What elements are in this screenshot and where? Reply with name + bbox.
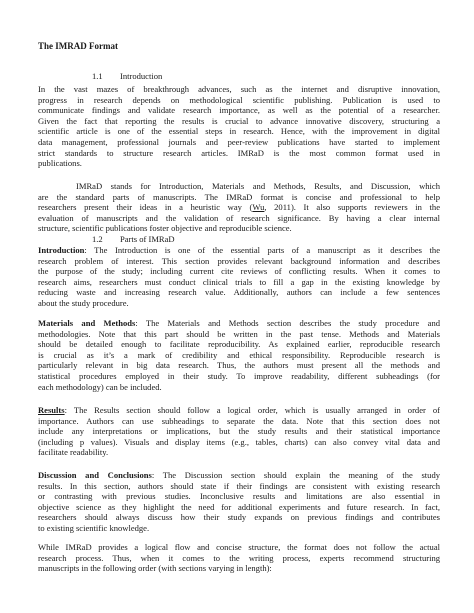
- text-line: [38, 470, 440, 481]
- term-discussion: Discussion and Conclusions: [38, 470, 152, 480]
- text-line: Given the fact that reporting the results is crucial to advance innovative discovery, structuring a: [38, 115, 440, 126]
- introduction-paragraph: [38, 245, 440, 309]
- term-materials-methods: Materials and Methods: [38, 318, 136, 328]
- text-line: While IMRaD provides a logical flow and concise structure, the format does not follow the actual: [38, 542, 440, 552]
- results-paragraph: [38, 405, 440, 458]
- text-segment: : The Introduction is one of the essential parts of a manuscript as it describes the: [84, 245, 440, 255]
- text-line: progress in research depends on methodological scientific publishing. Publication is used to: [38, 94, 440, 105]
- text-line: methodologies. Note that this part should be written in the past tense. Methods and Materials: [38, 328, 440, 339]
- section-heading-introduction: [92, 71, 162, 82]
- document-title: The IMRAD Format: [38, 41, 118, 51]
- imrad-definition-paragraph: [38, 181, 440, 234]
- text-line: strict standards to structure research articles. IMRaD is the most common format used in: [38, 147, 440, 158]
- section-number: 1.1: [92, 71, 103, 81]
- text-line: IMRaD stands for Introduction, Materials and Methods, Results, and Discussion, which: [76, 181, 440, 191]
- text-line: reducing waste and increasing research value. Additionally, authors can include a few sentences: [38, 287, 440, 298]
- text-line: research problem of interest. This section provides relevant background information and describes: [38, 255, 440, 266]
- text-segment: : The Results section should follow a logical order, which is usually arranged in order of: [64, 405, 440, 415]
- text-line: data management, professional journals and peer-review publications have started to implement: [38, 136, 440, 147]
- text-line: or contrasting with previous studies. Inconclusive results and limitations are also essential in: [38, 491, 440, 502]
- text-line: the purpose of the study; including current cite reviews of conflicting results. When it comes to: [38, 266, 440, 277]
- text-line: manuscripts in the following order (with sections varying in length):: [38, 563, 272, 574]
- text-line: particularly relevant in big data research. Thus, the authors must present all the methods and: [38, 360, 440, 371]
- text-line: importance. Authors can use subheadings to separate the data. Note that this section does not: [38, 415, 440, 426]
- text-line: are the standard parts of manuscripts. The IMRaD format is concise and professional to help: [38, 191, 440, 202]
- text-line: researchers should always discuss how their study expands on previous findings and contributes: [38, 512, 440, 523]
- text-segment: researchers present their ideas in a heuristic way (: [38, 202, 253, 213]
- text-line: facilitate readability.: [38, 447, 109, 458]
- text-line: [38, 318, 440, 329]
- term-results: Results: [38, 405, 65, 415]
- text-segment: : The Materials and Methods section describes the study procedure and: [135, 318, 440, 328]
- text-line: results. In this section, authors should state if their findings are consistent with existing research: [38, 480, 440, 491]
- text-line: each methodology) can be included.: [38, 381, 162, 392]
- text-line: include any interpretations or implications, but the study results and their statistical importance: [38, 426, 440, 437]
- text-line: research process. Thus, when it comes to the writing process, experts recommend structuring: [38, 552, 440, 563]
- text-line: (including p values). Visuals and display items (e.g., tables, charts) can also convey vital data and: [38, 436, 440, 447]
- text-line: research aims, researchers must conduct clinical trials to fill a gap in the existing knowledge by: [38, 276, 440, 287]
- materials-methods-paragraph: [38, 318, 440, 392]
- text-line: should be detailed enough to facilitate reproducibility. As explained earlier, reproducible research: [38, 339, 440, 350]
- text-line: publications.: [38, 158, 82, 169]
- section-label: Introduction: [120, 71, 163, 81]
- text-line: is crucial as it’s a mark of credibility and ethical responsibility. Reproducible research is: [38, 349, 440, 360]
- text-line: statistical procedures employed in their study. To improve readability, different subheadings (for: [38, 370, 440, 381]
- text-segment: : The Discussion section should explain the meaning of the study: [151, 470, 440, 480]
- text-segment: , 2011). It also supports reviewers in the: [264, 202, 441, 213]
- section-label: Parts of IMRaD: [120, 234, 175, 244]
- closing-paragraph: [38, 542, 440, 574]
- text-line: communicate findings and validate research importance, as well as the potential of a researcher.: [38, 105, 440, 116]
- section-heading-parts: [92, 234, 175, 245]
- text-line: structure, scientific publications foster objective and reproducible science.: [38, 223, 292, 234]
- discussion-paragraph: [38, 470, 440, 534]
- text-line: scientific article is one of the essential steps in research. Hence, with the improvement in digital: [38, 126, 440, 137]
- text-line: about the study procedure.: [38, 297, 129, 308]
- citation-link[interactable]: Wu: [252, 202, 265, 213]
- text-line: evaluation of manuscripts and the validation of research significance. By having a clear internal: [38, 212, 440, 223]
- text-line: [38, 405, 440, 416]
- text-line: [38, 245, 440, 256]
- intro-paragraph: [38, 84, 440, 169]
- section-number: 1.2: [92, 234, 103, 244]
- text-line: In the vast mazes of breakthrough advances, such as the internet and disruptive innovation,: [38, 84, 440, 94]
- term-introduction: Introduction: [38, 245, 85, 255]
- text-line: objective science as they highlight the need for additional experiments and future research. In fact,: [38, 501, 440, 512]
- text-line: [38, 202, 440, 213]
- text-line: to existing scientific knowledge.: [38, 522, 150, 533]
